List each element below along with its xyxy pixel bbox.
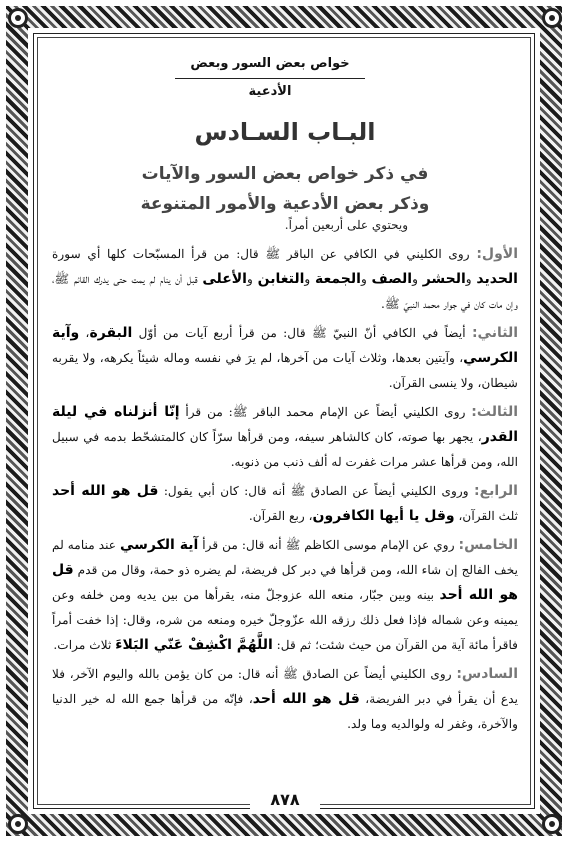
paragraph-first: الأول: روى الكليني في الكافي عن الباقر ﷺ قال: من قرأ المسبّحات كلها أي سورة الحديد والحشر والصف والجمعة والتغابن والأعلى قبل أن ينام لم يمت حتى يدرك القائم ﷺ، وإن مات كان في جوار محمد النبيّ ﷺ. <box>52 246 518 311</box>
paragraph-fourth: الرابع: وروى الكليني أيضاً عن الصادق ﷺ أنه قال: كان أبي يقول: قل هو الله أحد ثلث القرآن، وقل يا أيها الكافرون، ربع القرآن. <box>52 483 518 524</box>
item-heading: الرابع: <box>474 483 518 499</box>
paragraph-third: الثالث: روى الكليني أيضاً عن الإمام محمد الباقر ﷺ: من قرأ إنّا أنزلناه في ليلة القدر، يجهر بها صوته، كان كالشاهر سيفه، ومن قرأها سرّاً كان كالمتشحّط بدمه في سبيل الله، ومن قرأها عشر مرات غفرت له ألف ذنب من ذنوبه. <box>52 404 518 469</box>
corner-ornament <box>542 8 562 28</box>
item-heading: الأول: <box>476 246 518 262</box>
paragraph-second: الثاني: أيضاً في الكافي أنّ النبيّ ﷺ قال: من قرأ أربع آيات من أوّل البقرة، وآية الكرسي، وآيتين بعدها، وثلاث آيات من آخرها، لم يرَ في نفسه وماله شيئاً يكرهه، ولا يقربه شيطان، ولا ينسى القرآن. <box>52 325 518 390</box>
chapter-intro: ويحتوي على أربعين أمراً. <box>284 218 408 232</box>
corner-ornament <box>8 814 28 834</box>
running-header: خواص بعض السور وبعض الأدعية <box>175 50 365 79</box>
corner-ornament <box>8 8 28 28</box>
chapter-subtitle: وذكر بعض الأدعية والأمور المتنوعة <box>140 194 430 214</box>
page-number: ٨٧٨ <box>250 790 320 812</box>
item-heading: الخامس: <box>458 537 518 553</box>
item-heading: الثاني: <box>471 325 518 341</box>
paragraph-sixth: السادس: روى الكليني أيضاً عن الصادق ﷺ أنه قال: من كان يؤمن بالله واليوم الآخر، فلا يدع أن يقرأ في دبر الفريضة، قل هو الله أحد، فإنّه من قرأها جمع الله له خير الدنيا والآخرة، وغفر له ولوالديه وما ولد. <box>52 666 518 731</box>
page-body <box>52 118 518 741</box>
item-heading: السادس: <box>456 666 518 682</box>
item-heading: الثالث: <box>471 404 518 420</box>
chapter-subtitle: في ذكر خواص بعض السور والآيات <box>141 164 429 184</box>
corner-ornament <box>542 814 562 834</box>
paragraph-fifth: الخامس: روي عن الإمام موسى الكاظم ﷺ أنه قال: من قرأ آية الكرسي عند منامه لم يخف الفالج إن شاء الله، ومن قرأها في دبر كل فريضة، لم يضره ذو حمة، وقال من قدم قل هو الله أحد بينه وبين جبّار، منعه الله عزوجلّ منه، يقرأها من بين يديه ومن خلفه وعن يمينه وعن شماله فإذا فعل ذلك رزقه الله عزّوجلّ خيره ومنعه من شره، وقال: إذا خفت أمراً فاقرأ مائة آية من القرآن من حيث شئت؛ ثم قل: اللَّهُمَّ اكْشِفْ عَنّي البَلاءَ ثلاث مرات. <box>52 537 518 653</box>
chapter-title: البـاب السـادس <box>194 118 376 146</box>
